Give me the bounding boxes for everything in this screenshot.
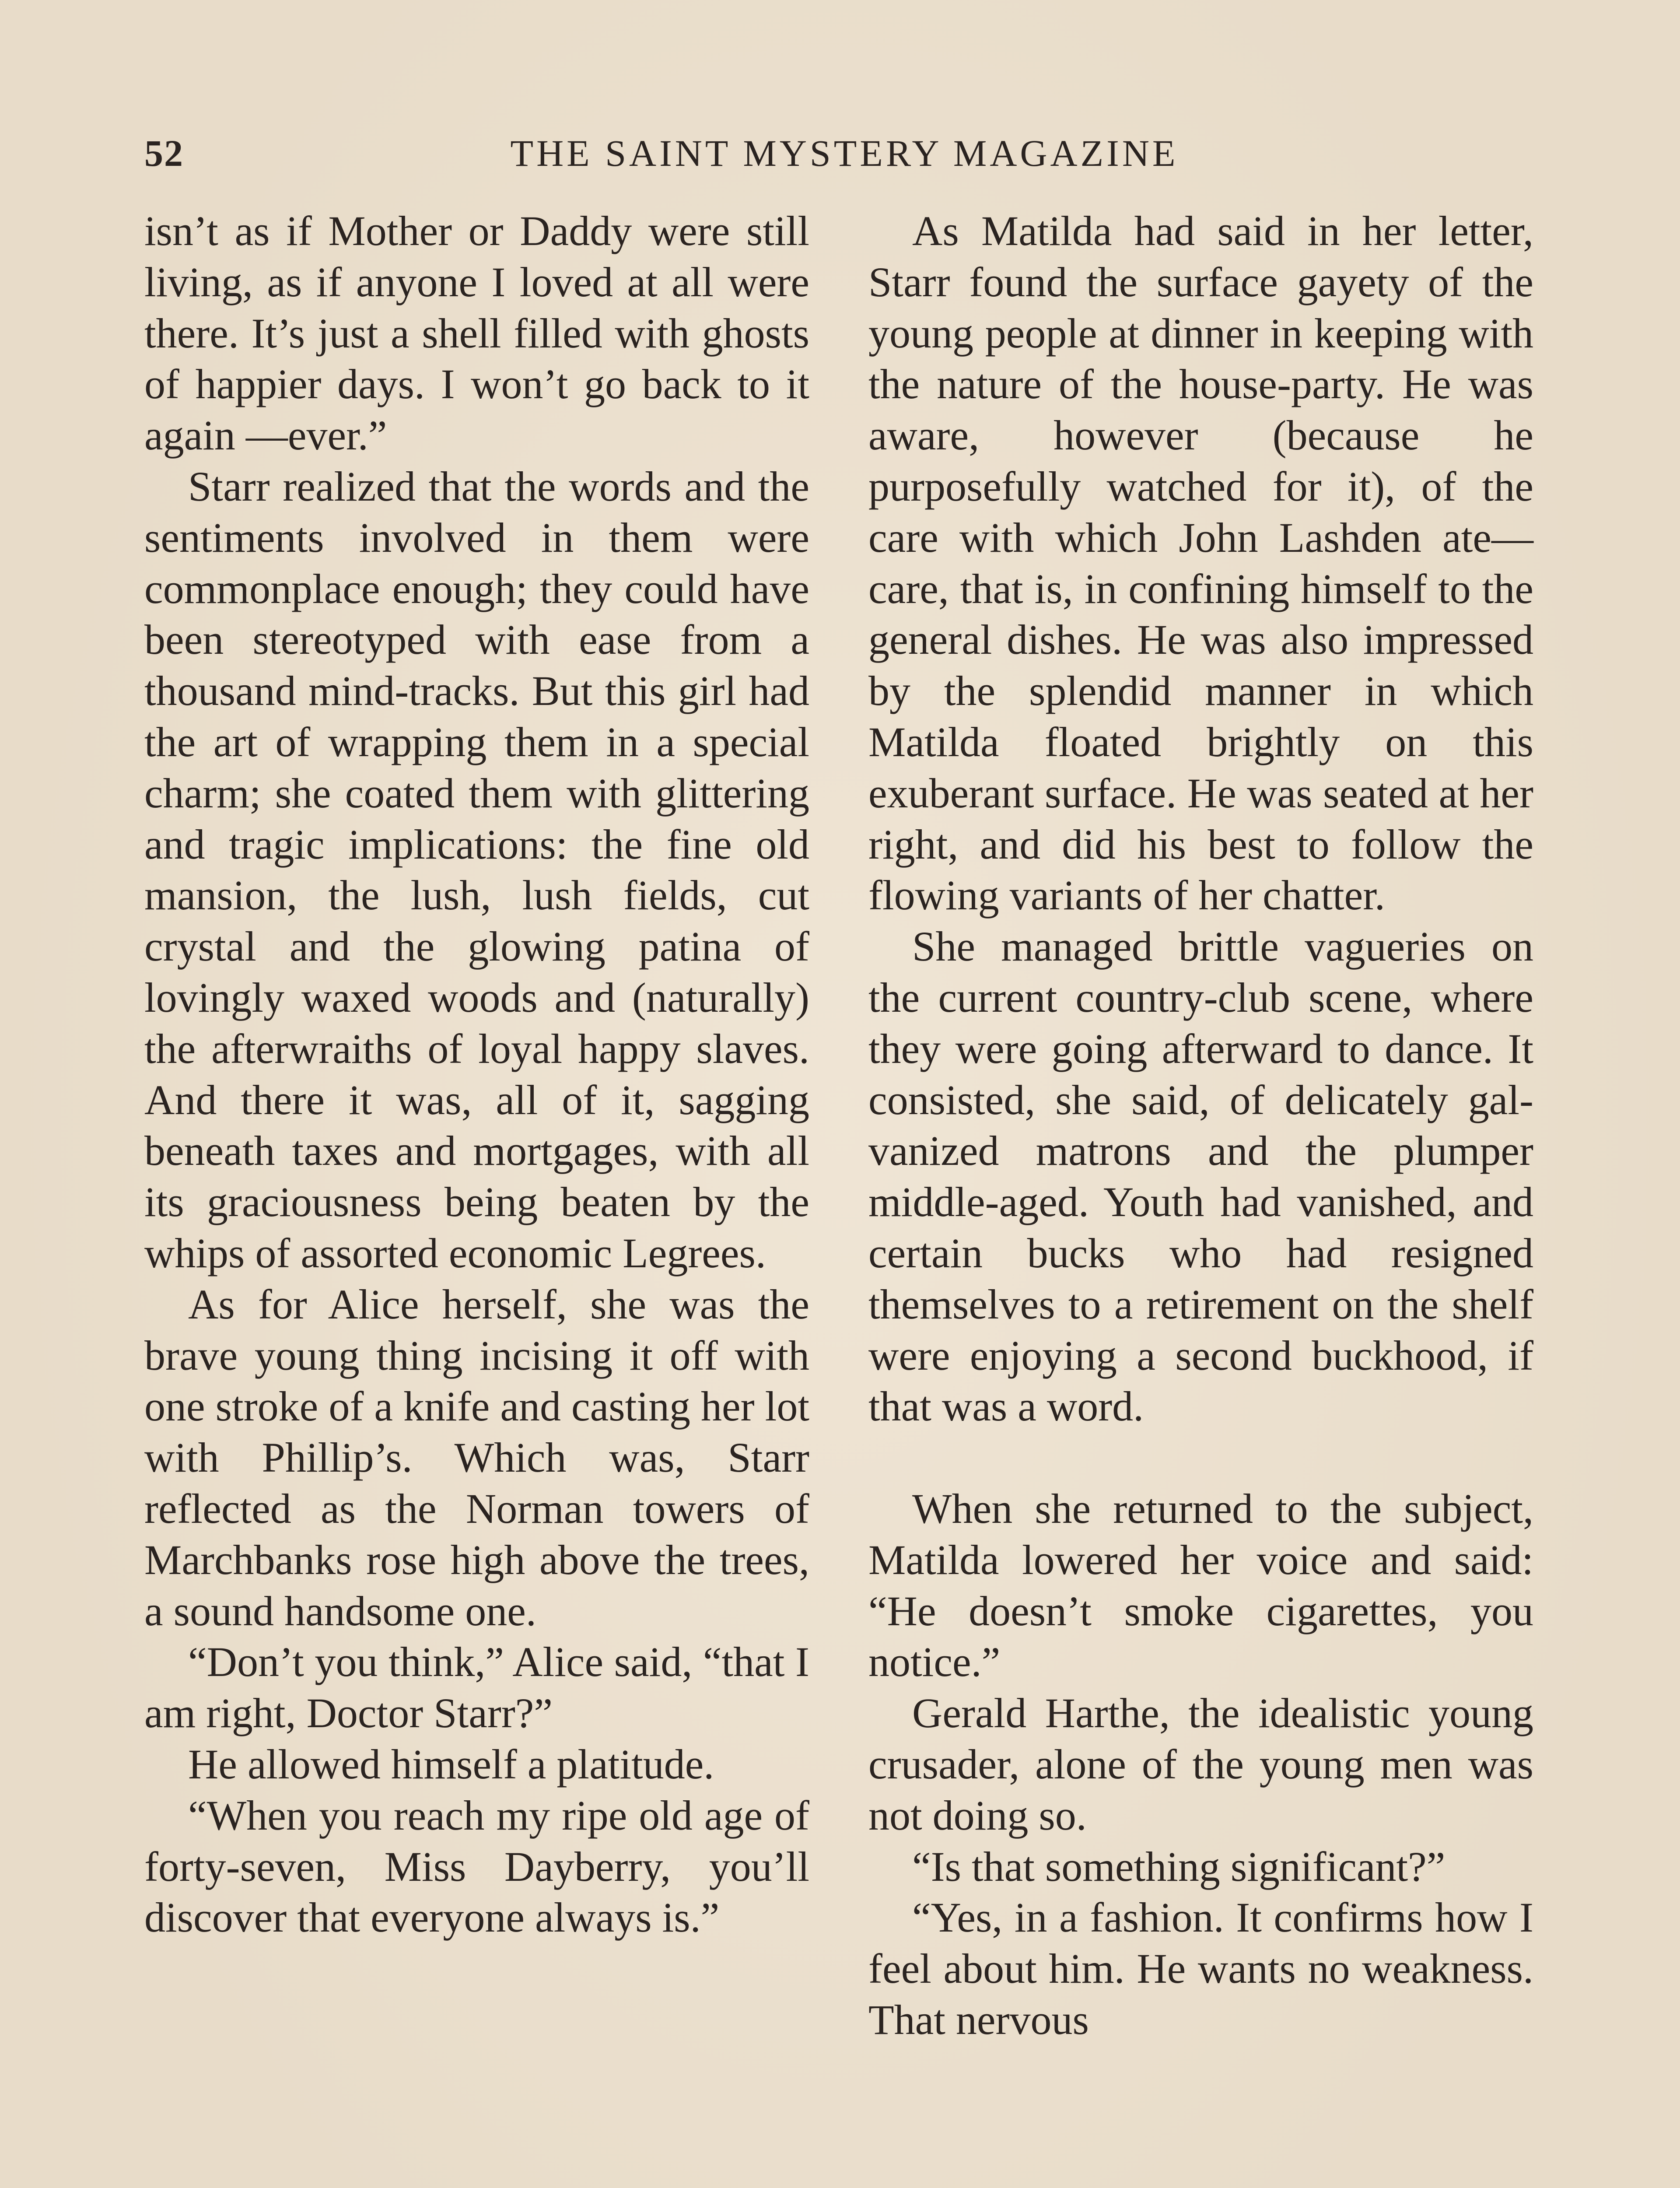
right-paragraph-4: Gerald Harthe, the idealistic young crusader, alone of the young men was not doing so. (868, 1690, 1533, 1839)
page-header (144, 131, 1544, 184)
right-paragraph-1: As Matilda had said in her letter, Starr found the surface gayety of the young people at dinner in keeping with the nature of the house-party. He was aware, however (because he purposefully watched for it), of the care with which John Lashden ate—care, that is, in confining himself to the general dishes. He was also impressed by the splendid manner in which Matilda floated brightly on this exuberant surface. He was seated at her right, and did his best to follow the flowing variants of her chatter. (868, 207, 1533, 919)
left-paragraph-6: “When you reach my ripe old age of forty-seven, Miss Dayberry, you’ll discover that everyone always is.” (144, 1792, 809, 1941)
right-paragraph-5: “Is that something significant?” (912, 1843, 1446, 1890)
right-paragraph-2: She managed brittle vagueries on the current country-club scene, where they were going afterward to dance. It consisted, she said, of delicately galvanized matrons and the plumper middle-aged. Youth had vanished, and certain bucks who had resigned themselves to a retirement on the shelf were enjoying a second buckhood, if that was a word. (868, 923, 1533, 1430)
right-paragraph-6: “Yes, in a fashion. It confirms how I feel about him. He wants no weakness. That nervous (868, 1894, 1533, 2043)
left-paragraph-1: isn’t as if Mother or Daddy were still living, as if anyone I loved at all were there. It’s just a shell filled with ghosts of happier days. I won’t go back to it again —ever.” (144, 207, 809, 459)
left-paragraph-5: He allowed himself a platitude. (188, 1740, 714, 1788)
left-paragraph-3: As for Alice herself, she was the brave young thing incising it off with one stroke of a knife and casting her lot with Phillip’s. Which was, Starr reflected as the Norman towers of Marchbanks rose high above the trees, a sound handsome one. (144, 1280, 809, 1634)
running-head: THE SAINT MYSTERY MAGAZINE (510, 132, 1179, 174)
left-paragraph-4: “Don’t you think,” Alice said, “that I am right, Doctor Starr?” (144, 1638, 809, 1737)
right-paragraph-3: When she returned to the subject, Matilda lowered her voice and said: “He doesn’t smoke cigarettes, you notice.” (868, 1485, 1533, 1686)
right-column (868, 206, 1533, 2046)
left-paragraph-2 (144, 461, 809, 1279)
left-paragraph-2-text: Starr realized that the words and the sentiments involved in them were commonplace enough; they could have been stereotyped with ease from a thousand mind-tracks. But this girl had the art of wrapping them in a special charm; she coated them with glittering and tragic implications: the fine old mansion, the lush, lush fields, cut crystal and the glowing patina of lovingly waxed woods and (naturally) the afterwraiths of loyal happy slaves. And there it was, all of it, sagging beneath taxes and mortgages, with all its graciousness being beaten by the whips of assorted economic Legrees. (144, 463, 809, 1276)
page-number: 52 (144, 132, 184, 174)
left-column (144, 206, 809, 1943)
